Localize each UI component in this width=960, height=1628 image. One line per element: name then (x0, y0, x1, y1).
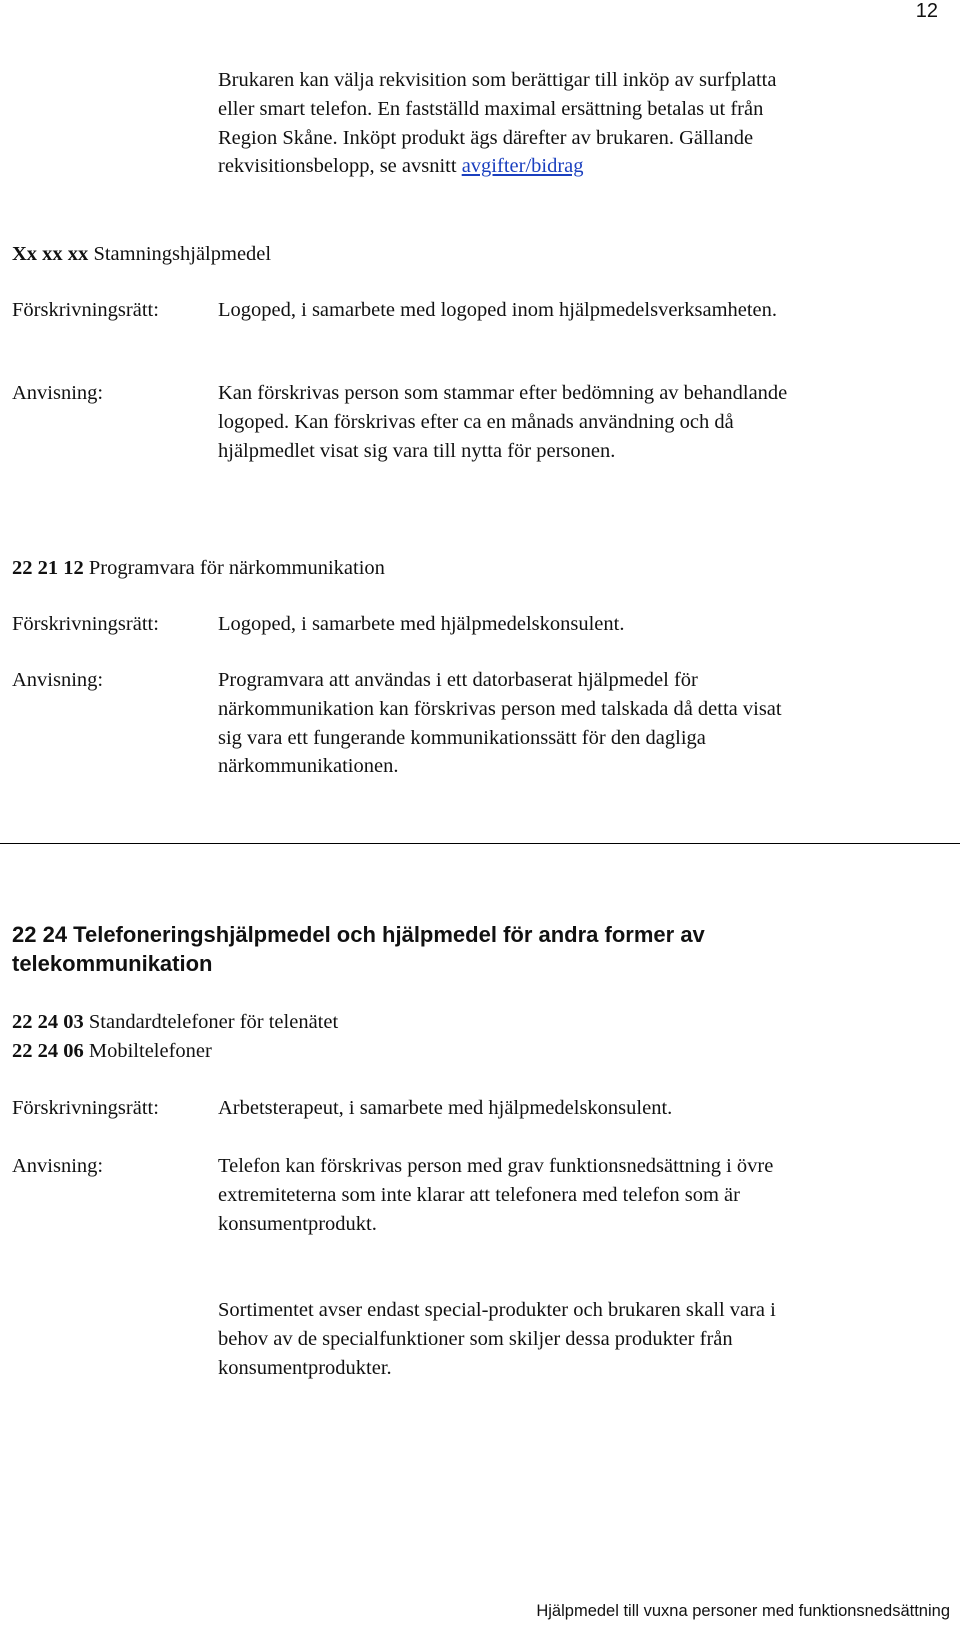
program-guidance: Programvara att användas i ett datorbaserat hjälpmedel för närkommunikation kan förskrivas person med talskada då detta visat sig vara ett fungerande kommunikationssätt för den dagliga närkommunikationen. (218, 669, 782, 778)
item-heading-2 (12, 1037, 212, 1066)
stamning-title: Stamningshjälpmedel (93, 243, 272, 265)
footer-text: Hjälpmedel till vuxna personer med funktionsnedsättning (536, 1602, 950, 1620)
program-title: Programvara för närkommunikation (88, 557, 385, 579)
section-rights: Arbetsterapeut, i samarbete med hjälpmedelskonsulent. (218, 1097, 673, 1119)
stamning-heading (12, 240, 271, 269)
program-rights-label: Förskrivningsrätt: (12, 613, 159, 635)
program-rights: Logoped, i samarbete med hjälpmedelskonsulent. (218, 613, 625, 635)
section-heading: 22 24 Telefoneringshjälpmedel och hjälpmedel för andra former av telekommunikation (12, 922, 705, 976)
stamning-rights: Logoped, i samarbete med logoped inom hjälpmedelsverksamheten. (218, 299, 778, 321)
section-divider (0, 843, 960, 844)
section-guidance-label: Anvisning: (12, 1155, 104, 1177)
program-guidance-label: Anvisning: (12, 669, 104, 691)
stamning-guidance-label: Anvisning: (12, 382, 104, 404)
item-code-1: 22 24 03 (12, 1011, 84, 1033)
stamning-guidance: Kan förskrivas person som stammar efter bedömning av behandlande logoped. Kan förskrivas efter ca en månads användning och då hjälpmedlet visat sig vara till nytta för personen. (218, 382, 788, 462)
fees-link[interactable]: avgifter/bidrag (461, 155, 584, 178)
item-heading-1 (12, 1008, 338, 1037)
stamning-code: Xx xx xx (12, 243, 89, 265)
page-number: 12 (915, 0, 938, 22)
item-code-2: 22 24 06 (12, 1040, 84, 1062)
item-title-2: Mobiltelefoner (88, 1040, 212, 1062)
section-note: Sortimentet avser endast special-produkter och brukaren skall vara i behov av de specialfunktioner som skiljer dessa produkter från konsumentprodukter. (218, 1299, 776, 1379)
section-rights-label: Förskrivningsrätt: (12, 1097, 159, 1119)
section-guidance: Telefon kan förskrivas person med grav funktionsnedsättning i övre extremiteterna som inte klarar att telefonera med telefon som är konsumentprodukt. (218, 1155, 774, 1235)
stamning-rights-label: Förskrivningsrätt: (12, 299, 159, 321)
program-code: 22 21 12 (12, 557, 84, 579)
intro-paragraph (218, 66, 808, 181)
program-heading (12, 554, 385, 583)
item-title-1: Standardtelefoner för telenätet (88, 1011, 339, 1033)
intro-text: Brukaren kan välja rekvisition som berättigar till inköp av surfplatta eller smart telefon. En fastställd maximal ersättning betalas ut från Region Skåne. Inköpt produkt ägs därefter av brukaren. Gällande rekvisitionsbelopp, se avsnitt (218, 69, 777, 178)
